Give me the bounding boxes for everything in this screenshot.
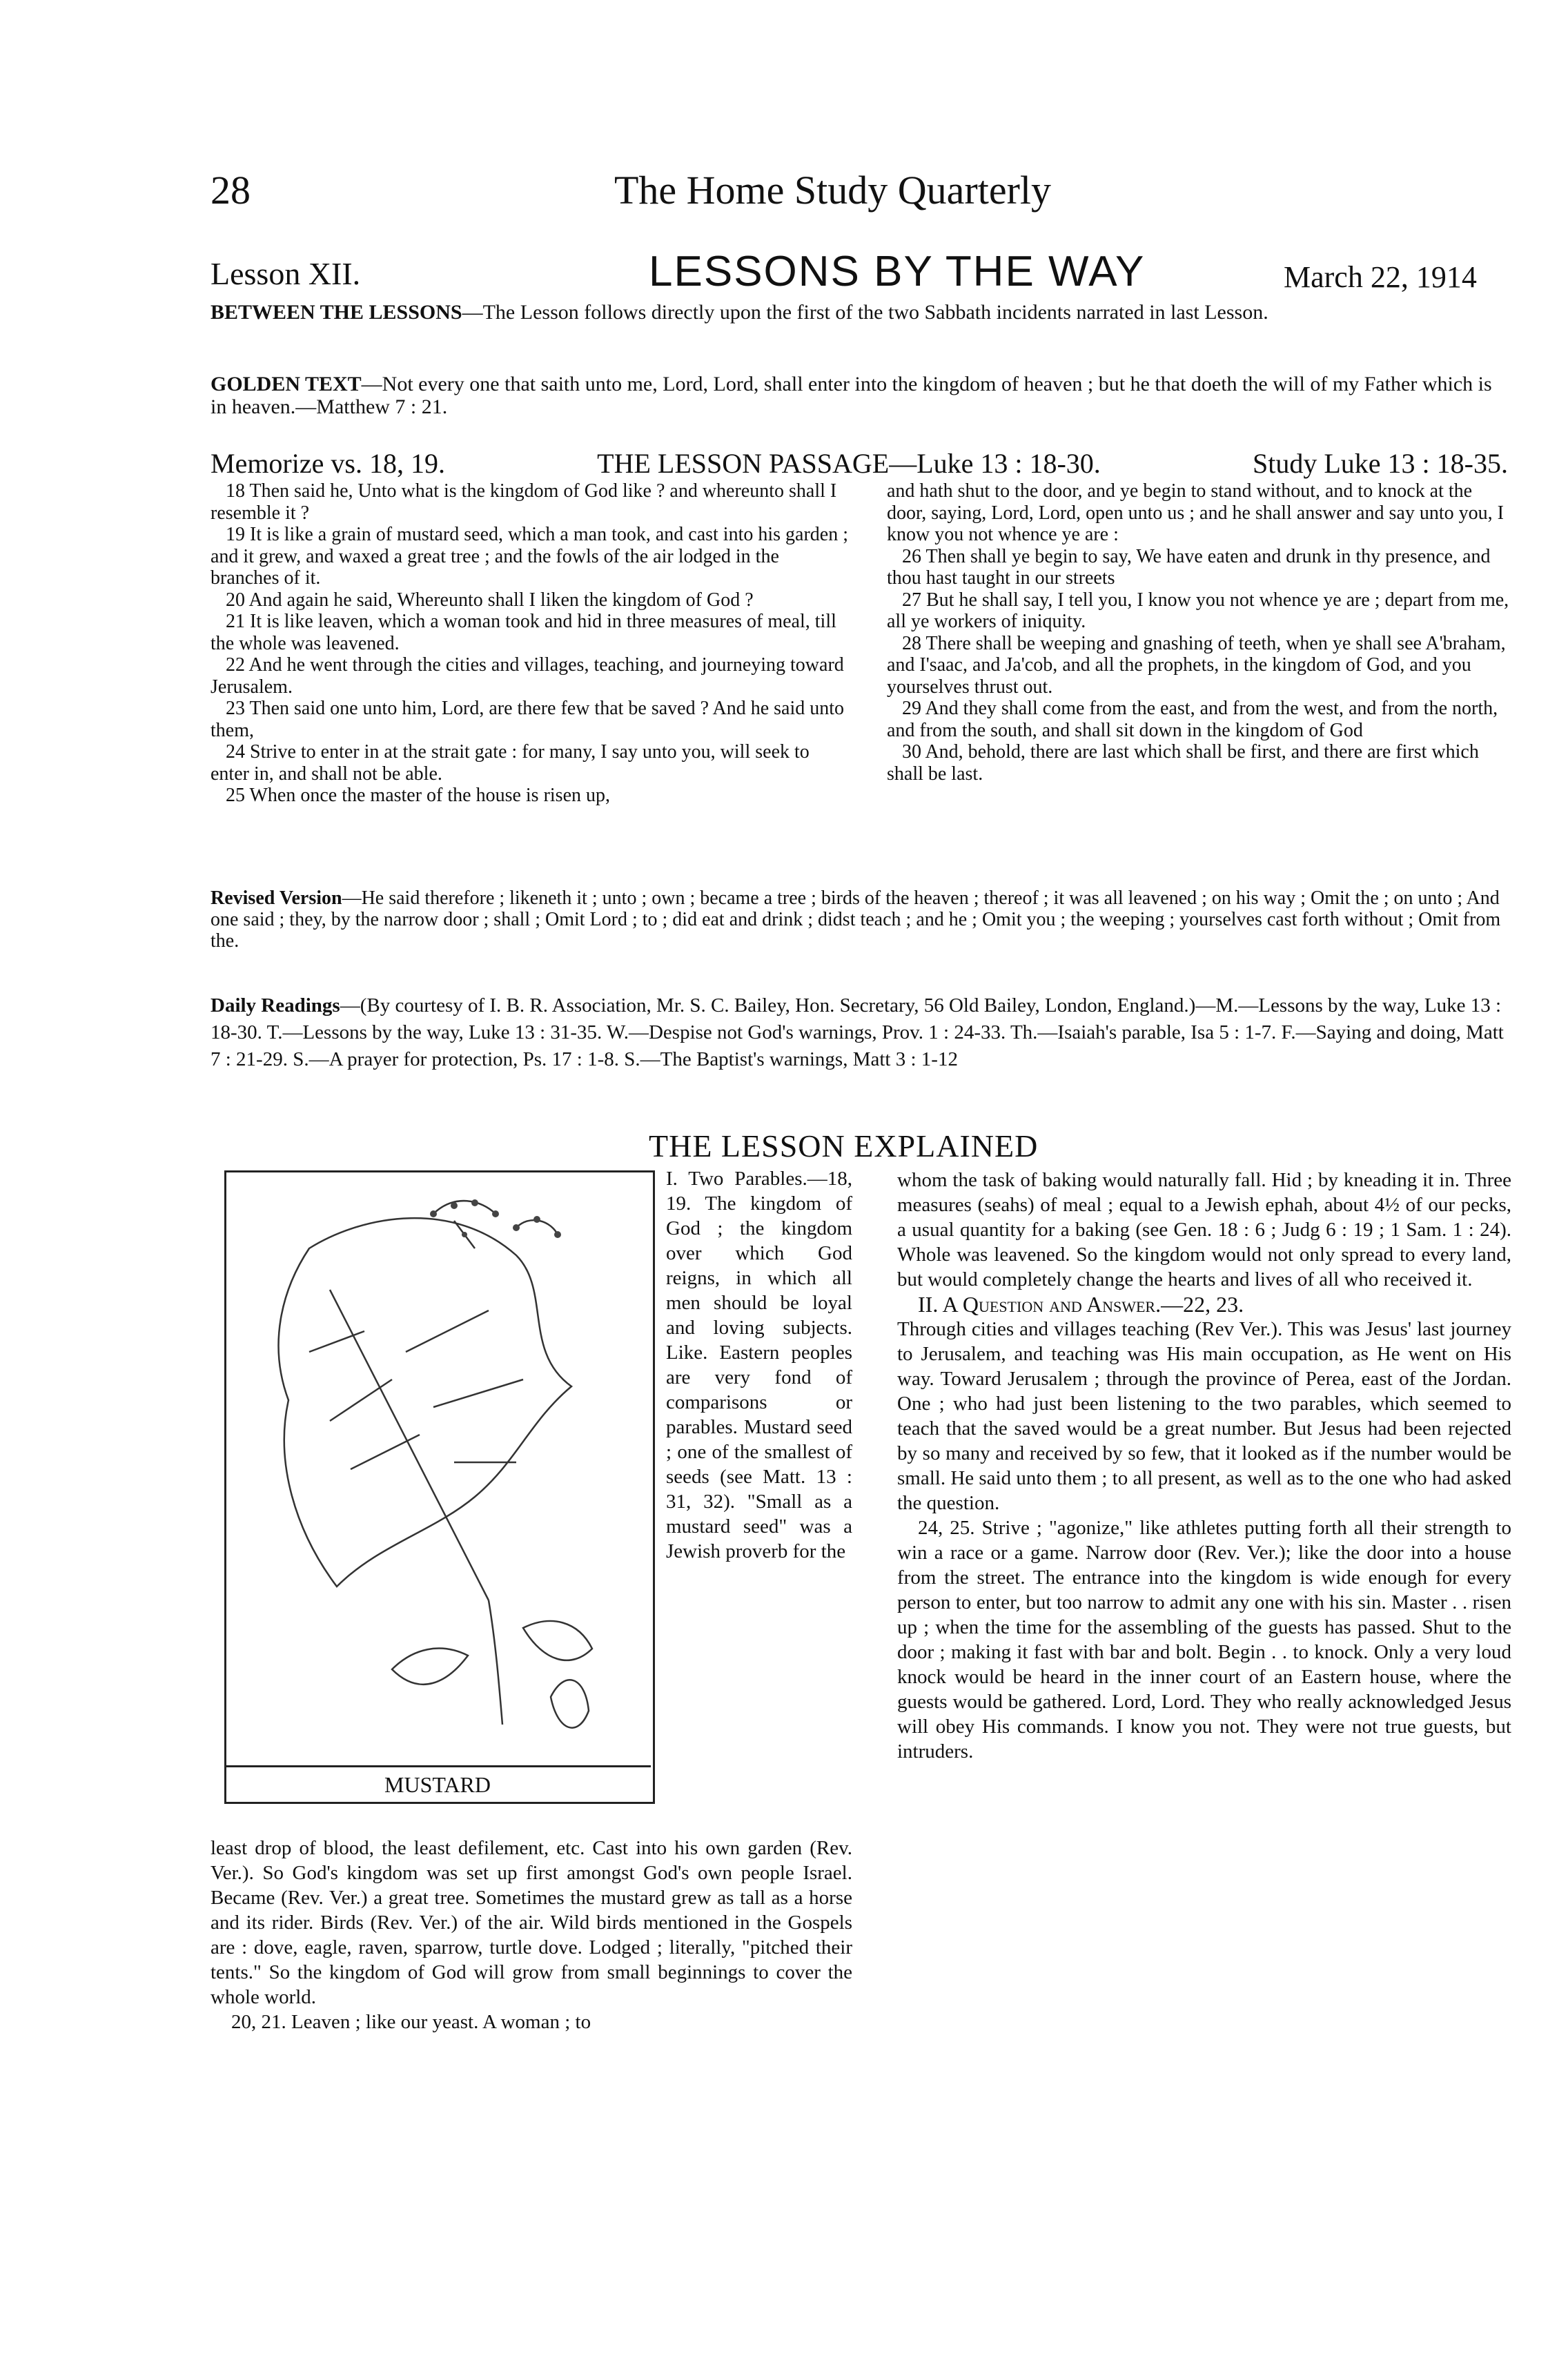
- mustard-illustration: [224, 1170, 655, 1804]
- explanation-text: 20, 21. Leaven ; like our yeast. A woman ; to: [231, 2011, 591, 2033]
- lesson-number: Lesson XII.: [210, 256, 361, 291]
- between-label: BETWEEN THE LESSONS: [210, 301, 462, 324]
- verse: 27 But he shall say, I tell you, I know you not whence ye are ; depart from me, all ye workers of iniquity.: [887, 589, 1509, 632]
- revised-text: —He said therefore ; likeneth it ; unto ; own ; became a tree ; birds of the heaven ; thereof ; it was all leavened ; on his way ; Omit the ; on unto ; And one said ; they, by the narrow door ; shall ; Omit Lord ; to ; did eat and drink ; didst teach ; and he ; Omit you ; the weeping ; yourselves cast forth without ; Omit from the.: [210, 887, 1501, 952]
- between-the-lessons: [210, 301, 1508, 324]
- revised-version: [210, 887, 1515, 952]
- golden-text-body: —Not every one that saith unto me, Lord, Lord, shall enter into the kingdom of heaven ; but he that doeth the will of my Father which is in heaven.—Matthew 7 : 21.: [210, 373, 1492, 418]
- passage-right-column: [887, 480, 1511, 785]
- between-text: —The Lesson follows directly upon the first of the two Sabbath incidents narrated in last Lesson.: [462, 301, 1268, 324]
- daily-readings: [210, 992, 1515, 1073]
- verse: and hath shut to the door, and ye begin to stand without, and to knock at the door, saying, Lord, Lord, open unto us ; and he shall answer and say unto you, I know you not whence ye are :: [887, 480, 1504, 545]
- verse: 20 And again he said, Whereunto shall I liken the kingdom of God ?: [226, 589, 754, 611]
- revised-label: Revised Version: [210, 887, 342, 909]
- passage-left-column: [210, 480, 852, 807]
- verse: 21 It is like leaven, which a woman took and hid in three measures of meal, till the whole was leavened.: [210, 611, 836, 654]
- page-number: 28: [210, 168, 251, 213]
- explanation-text: whom the task of baking would naturally fall. Hid ; by kneading it in. Three measures (seahs) of meal ; equal to a Jewish ephah, about 4½ of our pecks, a usual quantity for a baking (see Gen. 18 : 6 ; Judg 6 : 19 ; 1 Sam. 1 : 24). Whole was leavened. So the kingdom would not only spread to every land, but would completely change the hearts and lives of all who received it.: [897, 1169, 1511, 1290]
- explanation-left-bottom: [210, 1836, 852, 2034]
- explanation-text: least drop of blood, the least defilement, etc. Cast into his own garden (Rev. Ver.). So God's kingdom was set up first amongst God's own people Israel. Became (Rev. Ver.) a great tree. Sometimes the mustard grew as tall as a horse and its rider. Birds (Rev. Ver.) of the air. Wild birds mentioned in the Gospels are : dove, eagle, raven, sparrow, turtle dove. Lodged ; literally, "pitched their tents." So the kingdom of God will grow from small beginnings to cover the whole world.: [210, 1837, 852, 2008]
- lesson-date: March 22, 1914: [1284, 260, 1477, 294]
- lesson-passage-heading: THE LESSON PASSAGE—Luke 13 : 18-30.: [597, 448, 1101, 479]
- publication-title: The Home Study Quarterly: [614, 168, 1052, 213]
- golden-text: [210, 373, 1508, 418]
- verse: 30 And, behold, there are last which shall be first, and there are first which shall be last.: [887, 741, 1479, 785]
- verse: 22 And he went through the cities and villages, teaching, and journeying toward Jerusalem.: [210, 654, 844, 698]
- verse: 19 It is like a grain of mustard seed, which a man took, and cast into his garden ; and it grew, and waxed a great tree ; and the fowls of the air lodged in the branches of it.: [210, 524, 849, 589]
- explanation-narrow-column: [666, 1166, 852, 1564]
- memorize-verses: Memorize vs. 18, 19.: [210, 448, 445, 479]
- verse: 18 Then said he, Unto what is the kingdom of God like ? and whereunto shall I resemble it ?: [210, 480, 837, 524]
- daily-label: Daily Readings: [210, 994, 340, 1017]
- memorize-line: [210, 447, 1508, 480]
- mustard-plant-drawing: [226, 1172, 653, 1763]
- golden-label: GOLDEN TEXT: [210, 373, 362, 395]
- explanation-text: 24, 25. Strive ; "agonize," like athletes putting forth all their strength to win a race or a game. Narrow door (Rev. Ver.); like the door into a house from the street. The entrance into the kingdom is wide enough for every person to enter, but too narrow to admit any one with his sin. Master . . risen up ; when the time for the assembling of the guests has passed. Shut to the door ; making it fast with bar and bolt. Begin . . to knock. Only a very loud knock would be heard in the inner court of an Eastern house, where the guests would be gathered. Lord, Lord. They who really acknowledged Jesus will obey His commands. I know you not. They were not true guests, but intruders.: [897, 1517, 1511, 1763]
- daily-text: —(By courtesy of I. B. R. Association, Mr. S. C. Bailey, Hon. Secretary, 56 Old Bailey, London, England.)—M.—Lessons by the way, Luke 13 : 18-30. T.—Lessons by the way, Luke 13 : 31-35. W.—Despise not God's warnings, Prov. 1 : 24-33. Th.—Isaiah's parable, Isa 5 : 1-7. F.—Saying and doing, Matt 7 : 21-29. S.—A prayer for protection, Ps. 17 : 1-8. S.—The Baptist's warnings, Matt 3 : 1-12: [210, 994, 1504, 1070]
- lesson-title: LESSONS BY THE WAY: [649, 248, 1146, 295]
- verse: 29 And they shall come from the east, and from the west, and from the north, and from the south, and shall sit down in the kingdom of God: [887, 698, 1498, 741]
- figure-caption: MUSTARD: [224, 1765, 651, 1802]
- section-heading: II. A Question and Answer.—22, 23.: [918, 1292, 1244, 1317]
- study-reference: Study Luke 13 : 18-35.: [1253, 448, 1508, 479]
- verse: 24 Strive to enter in at the strait gate : for many, I say unto you, will seek to enter in, and shall not be able.: [210, 741, 810, 785]
- verse: 23 Then said one unto him, Lord, are there few that be saved ? And he said unto them,: [210, 698, 845, 741]
- explanation-text: I. Two Parables.—18, 19. The kingdom of God ; the kingdom over which God reigns, in which all men should be loyal and loving subjects. Like. Eastern peoples are very fond of comparisons or parables. Mustard seed ; one of the smallest of seeds (see Matt. 13 : 31, 32). "Small as a mustard seed" was a Jewish proverb for the: [666, 1168, 852, 1562]
- lesson-explained-heading: THE LESSON EXPLAINED: [649, 1128, 1039, 1164]
- verse: 25 When once the master of the house is risen up,: [226, 785, 611, 806]
- verse: 28 There shall be weeping and gnashing of teeth, when ye shall see A'braham, and I'saac, and Ja'cob, and all the prophets, in the kingdom of God, and you yourselves thrust out.: [887, 632, 1506, 698]
- verse: 26 Then shall ye begin to say, We have eaten and drunk in thy presence, and thou hast taught in our streets: [887, 545, 1491, 589]
- explanation-right-column: [897, 1168, 1511, 1764]
- explanation-text: Through cities and villages teaching (Rev Ver.). This was Jesus' last journey to Jerusalem, and teaching was His main occupation, as He went on His way. Toward Jerusalem ; through the province of Perea, east of the Jordan. One ; who had just been listening to the two parables, which seemed to teach that the saved would be a great number. But Jesus had been rejected by so many and received by so few, that it looked as if the number would be small. He said unto them ; to all present, as well as to the one who had asked the question.: [897, 1318, 1511, 1514]
